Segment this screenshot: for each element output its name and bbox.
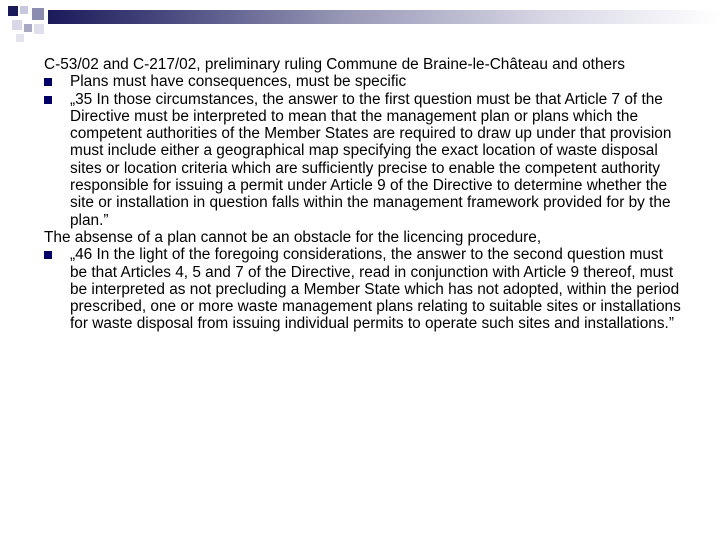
deco-square-mid [24, 24, 32, 32]
header-decoration [0, 0, 720, 50]
bullet-text: Plans must have consequences, must be specific [70, 73, 407, 91]
bullet-text: „35 In those circumstances, the answer to the first question must be that Article 7 of the Directive must be interpreted to mean that the management plan or plans which the competent authorities of the Member States are required to draw up under that provision must include either a geographical map specifying the exact location of waste disposal sites or location criteria which are sufficiently precise to enable the competent authority responsible for issuing a permit under Article 9 of the Directive to determine whether the site or installation in question falls within the management framework provided for by the plan.” [70, 90, 672, 229]
case-heading: C-53/02 and C-217/02, preliminary ruling Commune de Braine-le-Château and others [44, 56, 625, 73]
deco-square-light [12, 20, 22, 30]
slide-body [44, 56, 684, 333]
absence-statement: The absense of a plan cannot be an obstacle for the licencing procedure, [44, 228, 542, 246]
bullet-item [44, 73, 684, 90]
header-gradient-band [48, 10, 720, 24]
deco-square-light [20, 6, 28, 14]
bullet-text: „46 In the light of the foregoing considerations, the answer to the second question must be that Articles 4, 5 and 7 of the Directive, read in conjunction with Article 9 thereof, must be interpreted as not precluding a Member State which has not adopted, within the period prescribed, one or more waste management plans relating to suitable sites or installations for waste disposal from issuing individual permits to operate such sites and installations.” [70, 246, 681, 333]
deco-square-mid [32, 8, 44, 20]
square-bullet-icon [44, 251, 52, 259]
deco-square-light [16, 34, 24, 42]
deco-square-light [34, 24, 44, 34]
bullet-item [44, 246, 684, 332]
bullet-item [44, 91, 684, 229]
square-bullet-icon [44, 78, 52, 86]
square-bullet-icon [44, 96, 52, 104]
deco-square-dark [8, 6, 18, 16]
